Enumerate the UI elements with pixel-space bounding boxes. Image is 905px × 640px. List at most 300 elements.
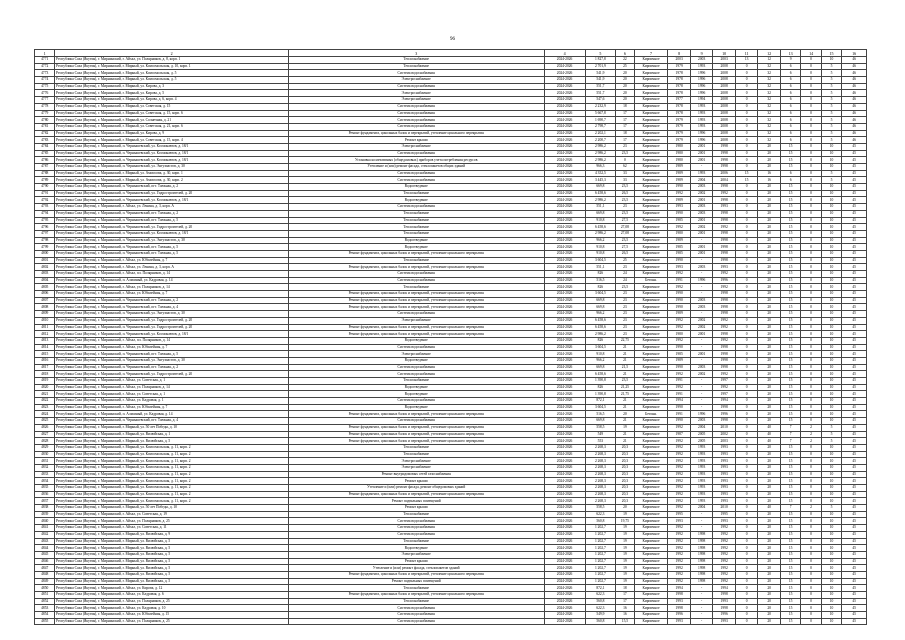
value-cell: 10 <box>821 551 841 558</box>
year-last-cell: 1992 <box>713 545 736 552</box>
row-number: 4812 <box>35 331 55 338</box>
value-cell: 45 <box>842 438 867 445</box>
work-type-cell: Утепление и (или) ремонт фасада, стеклопакетов зданий <box>288 565 544 572</box>
wear-cell: 23 <box>616 291 634 298</box>
value-cell: 0 <box>735 525 758 532</box>
work-type-cell: Система водоснабжения <box>288 204 544 211</box>
value-cell: 15 <box>780 378 800 385</box>
value-cell: 15 <box>780 317 800 324</box>
address-cell: Республика Саха (Якутия), г. Мирнинский, г. Айхал, ул. Полярников, д. 8, корп. 1 <box>55 57 288 64</box>
value-cell: 6 <box>780 83 800 90</box>
table-row <box>35 90 867 97</box>
wall-material-cell: Кирпичное <box>634 458 668 465</box>
value-cell: 20 <box>758 204 781 211</box>
year-repair-cell: 2003 <box>690 57 713 64</box>
year-repair-cell: 2002 <box>690 317 713 324</box>
year-built-cell: 1998 <box>668 605 691 612</box>
table-row <box>35 304 867 311</box>
year-repair-cell: 1996 <box>690 77 713 84</box>
wall-material-cell: Кирпичное <box>634 398 668 405</box>
value-cell: 32 <box>758 130 781 137</box>
wall-material-cell: Кирпичное <box>634 612 668 619</box>
year-last-cell: 1998 <box>713 210 736 217</box>
year-repair-cell: 2001 <box>690 157 713 164</box>
wear-cell: 26,5 <box>616 250 634 257</box>
address-cell: Республика Саха (Якутия), г. Мирнинский, г. Мирный, ул. Советская, д. 15 <box>55 103 288 110</box>
wear-cell: 26,5 <box>616 190 634 197</box>
year-repair-cell: - <box>690 344 713 351</box>
wear-cell: 20 <box>616 70 634 77</box>
table-row <box>35 545 867 552</box>
value-cell: 0 <box>735 130 758 137</box>
wear-cell: 0 <box>616 157 634 164</box>
period-cell: 2024-2026 <box>544 224 585 231</box>
area-cell: 2 986,2 <box>585 331 616 338</box>
table-row <box>35 143 867 150</box>
year-repair-cell: 1998 <box>690 571 713 578</box>
table-row <box>35 451 867 458</box>
wear-cell: 23 <box>616 331 634 338</box>
wear-cell: 62 <box>616 164 634 171</box>
row-number: 4803 <box>35 271 55 278</box>
work-type-cell: Ремонт фундамента, цокольных балок и перекрытий, утепление цокольного перекрытия <box>288 291 544 298</box>
wear-cell: 20 <box>616 505 634 512</box>
value-cell: 20 <box>758 217 781 224</box>
table-row <box>35 150 867 157</box>
table-row <box>35 237 867 244</box>
year-built-cell: 1992 <box>668 224 691 231</box>
work-type-cell: Водоотведение <box>288 197 544 204</box>
period-cell: 2024-2026 <box>544 398 585 405</box>
value-cell: 46 <box>842 70 867 77</box>
row-number: 4796 <box>35 224 55 231</box>
value-cell: 0 <box>801 585 821 592</box>
value-cell: 2 <box>801 424 821 431</box>
period-cell: 2024-2026 <box>544 284 585 291</box>
value-cell: 0 <box>801 618 821 625</box>
value-cell: 15 <box>780 558 800 565</box>
value-cell: 0 <box>801 538 821 545</box>
value-cell: 0 <box>801 418 821 425</box>
area-cell: 1 827,8 <box>585 57 616 64</box>
period-cell: 2024-2026 <box>544 464 585 471</box>
table-row <box>35 337 867 344</box>
address-cell: Республика Саха (Якутия), г. Мирнинский, г. Айхал, ул. Полярников, д. 25 <box>55 598 288 605</box>
work-type-cell: Система водоснабжения <box>288 344 544 351</box>
table-row <box>35 291 867 298</box>
wall-material-cell: Кирпичное <box>634 190 668 197</box>
value-cell: 20 <box>758 324 781 331</box>
value-cell: 0 <box>801 565 821 572</box>
value-cell: 10 <box>821 471 841 478</box>
value-cell: 15 <box>780 357 800 364</box>
value-cell: 0 <box>735 384 758 391</box>
year-built-cell: 1991 <box>668 277 691 284</box>
value-cell: 45 <box>842 277 867 284</box>
value-cell: 5 <box>821 117 841 124</box>
value-cell: 15 <box>780 197 800 204</box>
address-cell: Республика Саха (Якутия), г. Мирнинский, п. Алмазный, ул. Кадровая, д. 14 <box>55 411 288 418</box>
table-row <box>35 271 867 278</box>
value-cell: 20 <box>758 558 781 565</box>
table-row <box>35 585 867 592</box>
row-number: 4835 <box>35 485 55 492</box>
value-cell: 15 <box>780 277 800 284</box>
period-cell: 2024-2026 <box>544 317 585 324</box>
value-cell: 45 <box>842 471 867 478</box>
value-cell: 10 <box>821 525 841 532</box>
value-cell: 0 <box>735 77 758 84</box>
year-repair-cell: - <box>690 585 713 592</box>
year-built-cell: 1990 <box>668 404 691 411</box>
year-repair-cell: - <box>690 284 713 291</box>
value-cell: 0 <box>801 525 821 532</box>
table-row <box>35 424 867 431</box>
value-cell: 0 <box>801 518 821 525</box>
year-repair-cell: 2002 <box>690 224 713 231</box>
value-cell: 45 <box>842 598 867 605</box>
row-number: 4816 <box>35 357 55 364</box>
year-repair-cell: 2001 <box>690 351 713 358</box>
year-last-cell: 1998 <box>713 197 736 204</box>
value-cell: 13 <box>735 57 758 64</box>
address-cell: Республика Саха (Якутия), г. Мирнинский, г. Мирный, ул. Вилюйская, д. 5 <box>55 551 288 558</box>
year-last-cell: 1998 <box>713 404 736 411</box>
value-cell: 20 <box>758 317 781 324</box>
value-cell: 0 <box>801 157 821 164</box>
value-cell: 10 <box>821 398 841 405</box>
value-cell: 15 <box>780 585 800 592</box>
value-cell: 10 <box>821 491 841 498</box>
value-cell: 46 <box>842 117 867 124</box>
value-cell: 6 <box>780 77 800 84</box>
area-cell: 516,5 <box>585 411 616 418</box>
value-cell: 6 <box>780 130 800 137</box>
row-number: 4792 <box>35 197 55 204</box>
year-repair-cell: 1993 <box>690 471 713 478</box>
wear-cell: 20,3 <box>616 458 634 465</box>
value-cell: 0 <box>801 451 821 458</box>
wall-material-cell: Бетонн. <box>634 277 668 284</box>
area-cell: 3 604,5 <box>585 257 616 264</box>
value-cell: 10 <box>821 184 841 191</box>
value-cell: 0 <box>801 83 821 90</box>
wall-material-cell: Кирпичное <box>634 143 668 150</box>
year-repair-cell: - <box>690 525 713 532</box>
value-cell: 45 <box>842 271 867 278</box>
table-row <box>35 97 867 104</box>
value-cell: 45 <box>842 317 867 324</box>
area-cell: 2 268,3 <box>585 444 616 451</box>
value-cell: 10 <box>821 143 841 150</box>
year-repair-cell: 2001 <box>690 331 713 338</box>
value-cell: 0 <box>735 164 758 171</box>
value-cell: 0 <box>735 337 758 344</box>
value-cell: 15 <box>780 444 800 451</box>
work-type-cell: Теплоснабжение <box>288 57 544 64</box>
wear-cell: 25 <box>616 257 634 264</box>
wall-material-cell: Кирпичное <box>634 551 668 558</box>
period-cell: 2024-2026 <box>544 585 585 592</box>
year-built-cell: 1989 <box>668 197 691 204</box>
value-cell: 15 <box>780 598 800 605</box>
wear-cell: 20,3 <box>616 478 634 485</box>
value-cell: 0 <box>735 277 758 284</box>
work-type-cell: Система водоснабжения <box>288 418 544 425</box>
value-cell: 20 <box>758 518 781 525</box>
value-cell: 9 <box>780 57 800 64</box>
value-cell: 5 <box>821 424 841 431</box>
year-repair-cell: 1993 <box>690 444 713 451</box>
value-cell: 20 <box>758 391 781 398</box>
year-built-cell: 1992 <box>668 471 691 478</box>
row-number: 4802 <box>35 264 55 271</box>
period-cell: 2024-2026 <box>544 250 585 257</box>
value-cell: 15 <box>780 592 800 599</box>
value-cell: 10 <box>821 545 841 552</box>
value-cell: 20 <box>758 531 781 538</box>
address-cell: Республика Саха (Якутия), г. Мирнинский, г. Мирный, ул. Советская, д. 15, корп. 4 <box>55 137 288 144</box>
value-cell: 0 <box>801 598 821 605</box>
value-cell: 32 <box>758 83 781 90</box>
value-cell: 10 <box>821 217 841 224</box>
value-cell: 5 <box>821 97 841 104</box>
address-cell: Республика Саха (Якутия), г. Мирнинский, г. Айхал, ул. Кадровая, д. 6 <box>55 592 288 599</box>
wear-cell: 19,75 <box>616 518 634 525</box>
value-cell: 15 <box>780 164 800 171</box>
period-cell: 2024-2026 <box>544 478 585 485</box>
address-cell: Республика Саха (Якутия), г. Мирнинский, г. Айхал, ул. Советская, д. 1 <box>55 378 288 385</box>
table-row <box>35 244 867 251</box>
value-cell: 45 <box>842 485 867 492</box>
value-cell: 10 <box>821 411 841 418</box>
wall-material-cell: Кирпичное <box>634 103 668 110</box>
area-cell: 551,7 <box>585 90 616 97</box>
wall-material-cell: Кирпичное <box>634 90 668 97</box>
year-repair-cell: 2003 <box>690 204 713 211</box>
value-cell: 20 <box>758 257 781 264</box>
address-cell: Республика Саха (Якутия), г. Мирнинский, г. Айхал, ул. Юбилейная, д. 7 <box>55 257 288 264</box>
period-cell: 2024-2026 <box>544 438 585 445</box>
work-type-cell: Система водоснабжения <box>288 518 544 525</box>
area-cell: 2 268,3 <box>585 464 616 471</box>
year-built-cell: 1992 <box>668 565 691 572</box>
period-cell: 2024-2026 <box>544 264 585 271</box>
value-cell: 20 <box>758 545 781 552</box>
year-last-cell: 1992 <box>713 337 736 344</box>
period-cell: 2024-2026 <box>544 418 585 425</box>
wall-material-cell: Кирпичное <box>634 525 668 532</box>
period-cell: 2024-2026 <box>544 378 585 385</box>
value-cell: 0 <box>735 478 758 485</box>
table-row <box>35 83 867 90</box>
wall-material-cell: Кирпичное <box>634 558 668 565</box>
area-cell: 2 986,2 <box>585 230 616 237</box>
row-number: 4841 <box>35 525 55 532</box>
year-built-cell: 1989 <box>668 170 691 177</box>
value-cell: 15 <box>780 411 800 418</box>
value-cell: 0 <box>801 77 821 84</box>
value-cell: 15 <box>780 518 800 525</box>
year-repair-cell: 1998 <box>690 578 713 585</box>
year-repair-cell: 1993 <box>690 498 713 505</box>
value-cell: 45 <box>842 565 867 572</box>
area-cell: 1 690,7 <box>585 117 616 124</box>
value-cell: 20 <box>758 331 781 338</box>
value-cell: 45 <box>842 224 867 231</box>
value-cell: 10 <box>821 57 841 64</box>
value-cell: 0 <box>735 271 758 278</box>
row-number: 4810 <box>35 317 55 324</box>
year-built-cell: 1978 <box>668 90 691 97</box>
period-cell: 2024-2026 <box>544 57 585 64</box>
value-cell: 20 <box>758 471 781 478</box>
period-cell: 2024-2026 <box>544 431 585 438</box>
year-repair-cell: 1996 <box>690 277 713 284</box>
value-cell: 0 <box>735 558 758 565</box>
table-row <box>35 491 867 498</box>
value-cell: 32 <box>758 123 781 130</box>
period-cell: 2024-2026 <box>544 458 585 465</box>
year-last-cell: 1992 <box>713 525 736 532</box>
address-cell: Республика Саха (Якутия), г. Мирнинский, п. Чернышевский, ул. Гидростроителей, д. 20 <box>55 224 288 231</box>
value-cell: 0 <box>735 244 758 251</box>
year-last-cell: 2008 <box>713 137 736 144</box>
year-last-cell: 1992 <box>713 571 736 578</box>
period-cell: 2024-2026 <box>544 63 585 70</box>
year-built-cell: 1985 <box>668 351 691 358</box>
period-cell: 2024-2026 <box>544 70 585 77</box>
period-cell: 2024-2026 <box>544 424 585 431</box>
value-cell: 0 <box>735 237 758 244</box>
year-last-cell: 1998 <box>713 331 736 338</box>
period-cell: 2024-2026 <box>544 217 585 224</box>
value-cell: 0 <box>735 391 758 398</box>
work-type-cell: Водоотведение <box>288 384 544 391</box>
wear-cell: 21 <box>616 438 634 445</box>
value-cell: 45 <box>842 525 867 532</box>
table-row <box>35 438 867 445</box>
table-row <box>35 184 867 191</box>
year-built-cell: 1978 <box>668 110 691 117</box>
area-cell: 560,8 <box>585 518 616 525</box>
value-cell: 10 <box>821 518 841 525</box>
year-last-cell: 1994 <box>713 585 736 592</box>
work-type-cell: Ремонт крыши <box>288 478 544 485</box>
value-cell: 20 <box>758 598 781 605</box>
area-cell: 910,8 <box>585 351 616 358</box>
column-number-row <box>35 50 867 57</box>
area-cell: 1 390,8 <box>585 391 616 398</box>
value-cell: 0 <box>801 511 821 518</box>
value-cell: 0 <box>735 357 758 364</box>
value-cell: 0 <box>735 438 758 445</box>
value-cell: 46 <box>842 63 867 70</box>
wear-cell: 22,75 <box>616 337 634 344</box>
work-type-cell: Ремонт фундамента, цокольных балок и перекрытий, утепление цокольного перекрытия <box>288 297 544 304</box>
value-cell: 0 <box>801 391 821 398</box>
table-row <box>35 197 867 204</box>
row-number: 4818 <box>35 371 55 378</box>
value-cell: 15 <box>780 464 800 471</box>
value-cell: 10 <box>821 331 841 338</box>
header-cell: 16 <box>842 50 867 57</box>
address-cell: Республика Саха (Якутия), г. Мирнинский, п. Чернышевский, ул. Гидростроителей, д. 20 <box>55 371 288 378</box>
work-type-cell: Теплоснабжение <box>288 511 544 518</box>
value-cell: 10 <box>821 197 841 204</box>
value-cell: 32 <box>758 70 781 77</box>
work-type-cell: Ремонт фундамента, цокольных балок и перекрытий, утепление цокольного перекрытия <box>288 331 544 338</box>
address-cell: Республика Саха (Якутия), г. Мирнинский, г. Мирный, ул. Кирова, д. 6, корп. 4 <box>55 97 288 104</box>
value-cell: 0 <box>801 190 821 197</box>
table-row <box>35 404 867 411</box>
period-cell: 2024-2026 <box>544 230 585 237</box>
work-type-cell: Система водоснабжения <box>288 605 544 612</box>
area-cell: 1 202,7 <box>585 545 616 552</box>
row-number: 4782 <box>35 130 55 137</box>
work-type-cell: Система водоснабжения <box>288 123 544 130</box>
wear-cell: 17 <box>616 110 634 117</box>
value-cell: 20 <box>758 284 781 291</box>
wall-material-cell: Кирпичное <box>634 83 668 90</box>
value-cell: 20 <box>758 571 781 578</box>
value-cell: 6 <box>780 177 800 184</box>
value-cell: 32 <box>758 110 781 117</box>
wear-cell: 23,5 <box>616 284 634 291</box>
wear-cell: 18 <box>616 130 634 137</box>
value-cell: 15 <box>780 531 800 538</box>
value-cell: 6 <box>780 97 800 104</box>
value-cell: 0 <box>735 505 758 512</box>
value-cell: 5 <box>821 83 841 90</box>
address-cell: Республика Саха (Якутия), г. Мирнинский, п. Чернышевский, ул. Космонавтов, д. 18/1 <box>55 331 288 338</box>
year-repair-cell: 2002 <box>690 371 713 378</box>
value-cell: 0 <box>801 498 821 505</box>
area-cell: 553 <box>585 438 616 445</box>
value-cell: 5 <box>821 103 841 110</box>
wall-material-cell: Кирпичное <box>634 197 668 204</box>
value-cell: 45 <box>842 398 867 405</box>
value-cell: 0 <box>735 371 758 378</box>
header-cell: 12 <box>758 50 781 57</box>
value-cell: 0 <box>801 63 821 70</box>
value-cell: 45 <box>842 284 867 291</box>
work-type-cell: Установка коллективных (общедомовых) приборов учета потребления ресурсов <box>288 157 544 164</box>
year-last-cell: 2008 <box>713 97 736 104</box>
value-cell: 15 <box>780 184 800 191</box>
wear-cell: 23,5 <box>616 210 634 217</box>
value-cell: 10 <box>821 257 841 264</box>
work-type-cell: Электроснабжение <box>288 97 544 104</box>
value-cell: 0 <box>801 57 821 64</box>
work-type-cell: Теплоснабжение <box>288 444 544 451</box>
area-cell: 6 458,6 <box>585 371 616 378</box>
table-row <box>35 331 867 338</box>
wall-material-cell: Кирпичное <box>634 344 668 351</box>
address-cell: Республика Саха (Якутия), г. Мирнинский, п. Алмазный, ул. Кадровая, д. 14 <box>55 277 288 284</box>
value-cell: 10 <box>821 598 841 605</box>
value-cell: 0 <box>735 511 758 518</box>
year-repair-cell: 2003 <box>690 364 713 371</box>
wear-cell: 21 <box>616 344 634 351</box>
value-cell: 0 <box>801 571 821 578</box>
row-number: 4855 <box>35 618 55 625</box>
table-row <box>35 357 867 364</box>
year-repair-cell: - <box>690 618 713 625</box>
year-last-cell: 1998 <box>713 244 736 251</box>
value-cell: 10 <box>821 444 841 451</box>
table-row <box>35 210 867 217</box>
